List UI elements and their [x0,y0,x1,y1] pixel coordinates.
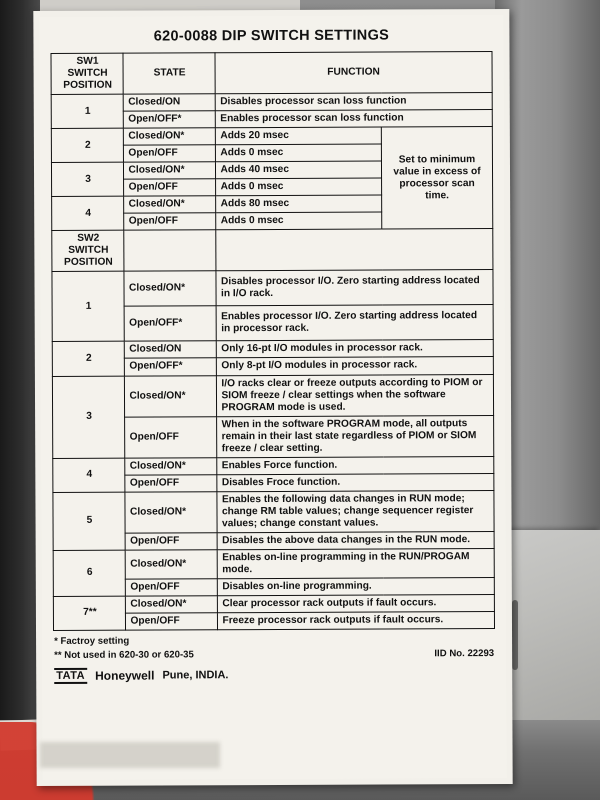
footnote-row-two [54,647,494,663]
sw2-position-5: 5 [53,492,125,550]
sw2-6-function-open: Disables on-line programming. [218,577,494,595]
sw2-position-1: 1 [52,272,124,342]
dip-switch-table [51,51,495,631]
sw2-5-function-closed: Enables the following data changes in RUN mode; change RM table values; change sequencer register values; change constant values. [217,490,493,532]
footnote-factory-setting: * Factroy setting [54,635,130,647]
sw1-header-cell: SW1 SWITCH POSITION [51,53,123,94]
sw2-3-function-closed: I/O racks clear or freeze outputs according to PIOM or SIOM freeze / clear settings when the software PROGRAM mode is used. [217,374,493,416]
sw1-4-state-closed: Closed/ON* [124,196,216,213]
sw2-4-function-open: Disables Froce function. [217,473,493,491]
sw1-4-function-closed: Adds 80 msec [216,195,382,213]
sw2-header-cell: SW2 SWITCH POSITION [52,230,124,271]
page-title: 620-0088 DIP SWITCH SETTINGS [153,27,390,45]
sw1-3-function-open: Adds 0 msec [216,178,382,196]
sw1-4-state-open: Open/OFF [124,213,216,230]
sw2-7-function-closed: Clear processor rack outputs if fault occurs. [218,595,494,613]
sw1-3-state-open: Open/OFF [124,179,216,196]
sw2-position-3: 3 [53,376,125,459]
sw2-1-state-open: Open/OFF* [125,306,217,341]
footnotes [54,633,494,664]
sw2-3-state-closed: Closed/ON* [125,375,217,416]
sw1-4-function-open: Adds 0 msec [216,212,382,230]
footnote-not-used: ** Not used in 620-30 or 620-35 [54,649,194,662]
sw2-header-spacer-state [124,230,216,271]
sw1-scan-time-note: Set to minimum value in excess of processor scan time. [382,127,492,230]
table-row [52,127,492,146]
table-row [53,340,493,359]
label-inner-border [39,15,506,780]
table-row [54,595,494,614]
sw2-4-state-closed: Closed/ON* [125,457,217,474]
sw1-2-function-open: Adds 0 msec [216,144,382,162]
background-right-slot [512,600,518,670]
sw1-3-state-closed: Closed/ON* [124,162,216,179]
sw2-1-function-open: Enables processor I/O. Zero starting address located in processor rack. [217,305,493,341]
sw2-position-7: 7** [54,596,126,630]
sw2-2-function-open: Only 8-pt I/O modules in processor rack. [217,357,493,375]
sw2-3-state-open: Open/OFF [125,416,217,457]
document-id: IID No. 22293 [434,648,495,660]
table-header-row [51,52,491,95]
sw2-7-state-open: Open/OFF [126,613,218,630]
state-column-header: STATE [123,53,215,94]
sw1-1-function-closed: Disables processor scan loss function [216,93,492,111]
sw2-4-function-closed: Enables Force function. [217,456,493,474]
sw1-1-function-open: Enables processor scan loss function [216,110,492,128]
dip-switch-label-plate [33,9,512,786]
sw2-6-state-closed: Closed/ON* [126,550,218,579]
sw2-position-6: 6 [54,550,126,596]
table-row [53,490,493,533]
sw2-6-function-closed: Enables on-line programming in the RUN/PROGAM mode. [218,548,494,578]
sw2-position-2: 2 [53,342,125,376]
sw2-6-state-open: Open/OFF [126,579,218,596]
sw1-2-state-open: Open/OFF [124,145,216,162]
honeywell-wordmark: Honeywell [95,668,155,683]
sw1-position-2: 2 [52,128,124,162]
sw1-position-4: 4 [52,196,124,230]
table-row [53,374,493,417]
sw1-3-function-closed: Adds 40 msec [216,161,382,179]
table-row [52,93,492,112]
sw2-5-state-open: Open/OFF [126,533,218,550]
sw2-header-spacer-function [216,229,492,271]
sw1-1-state-closed: Closed/ON [124,94,216,111]
tata-logo: TATA [54,668,87,684]
sw2-5-state-closed: Closed/ON* [125,491,217,532]
sw2-header-row [52,229,492,272]
sw2-5-function-open: Disables the above data changes in the RUN mode. [218,531,494,549]
sw1-1-state-open: Open/OFF* [124,111,216,128]
sw2-position-4: 4 [53,458,125,492]
sw2-4-state-open: Open/OFF [125,474,217,491]
sw2-1-state-closed: Closed/ON* [124,271,216,306]
sw2-7-state-closed: Closed/ON* [126,596,218,613]
sw2-2-state-closed: Closed/ON [125,341,217,358]
function-column-header: FUNCTION [215,52,491,94]
manufacture-location: Pune, INDIA. [162,669,229,682]
sw1-position-3: 3 [52,162,124,196]
table-row [53,456,493,475]
brand-line [54,666,494,684]
sw2-2-function-closed: Only 16-pt I/O modules in processor rack. [217,340,493,358]
table-row [54,548,494,579]
sw1-2-state-closed: Closed/ON* [124,128,216,145]
sw1-2-function-closed: Adds 20 msec [216,127,382,145]
table-row [52,270,492,307]
sw2-2-state-open: Open/OFF* [125,358,217,375]
label-smudge [40,742,220,768]
sw2-3-function-open: When in the software PROGRAM mode, all outputs remain in their last state regardless of PIOM or SIOM freeze / clear setting. [217,415,493,457]
sw1-position-1: 1 [52,94,124,128]
sw2-7-function-open: Freeze processor rack outputs if fault occurs. [218,612,494,630]
sw2-1-function-closed: Disables processor I/O. Zero starting address located in I/O rack. [216,270,492,306]
